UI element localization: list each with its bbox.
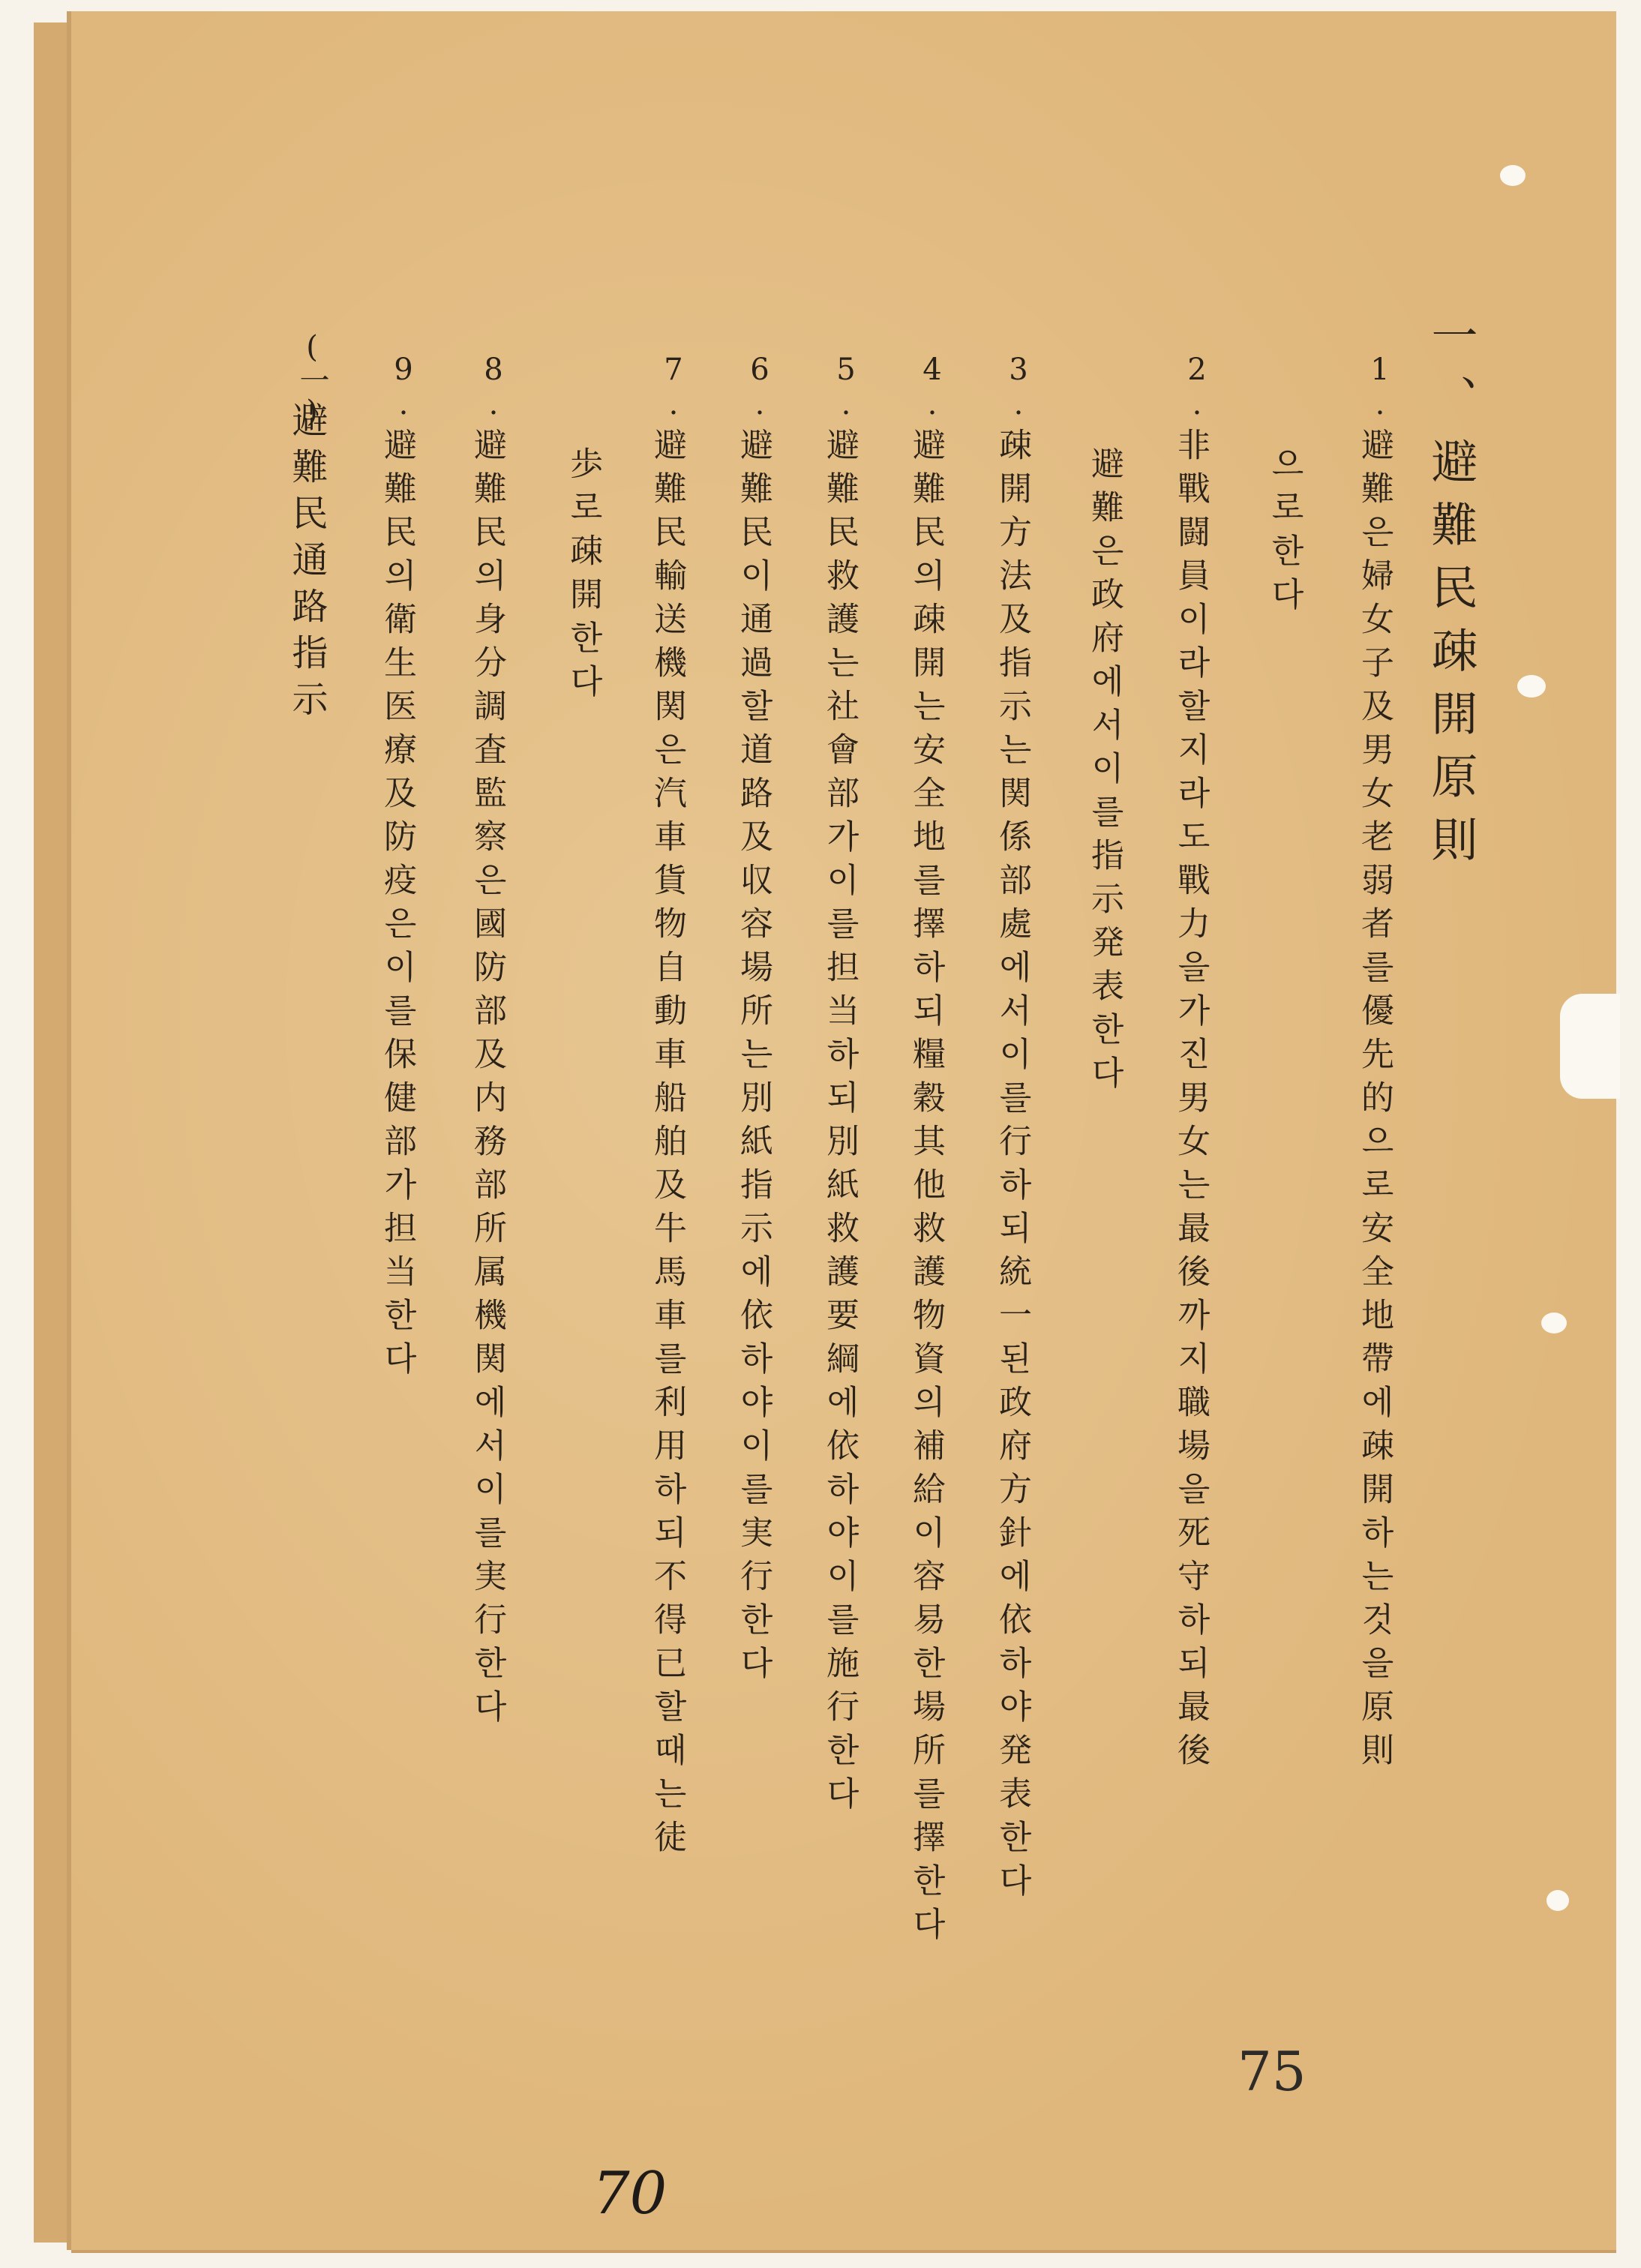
subsection-title: 避難民通路指示 xyxy=(286,401,328,727)
item-line: 避難은政府에서이를指示発表한다 xyxy=(1085,446,1124,1099)
item-line: 으로한다 xyxy=(1265,446,1304,620)
document-page xyxy=(71,11,1616,2250)
item-line: 疎開方法及指示는関係部處에서이를行하되統一된政府方針에依하야発表한다 xyxy=(993,428,1031,1906)
section-title: 避難民疎開原則 xyxy=(1424,437,1478,878)
item-line: 避難民의疎開는安全地를擇하되糧穀其他救護物資의補給이容易한場所를擇한다 xyxy=(907,428,945,1950)
item-line: 避難民救護는社會部가이를担当하되別紙救護要綱에依하야이를施行한다 xyxy=(820,428,859,1820)
item-line: 避難民의衛生医療及防疫은이를保健部가担当한다 xyxy=(378,428,416,1384)
punch-hole xyxy=(1546,1890,1569,1911)
item-line: 避難은婦女子及男女老弱者를優先的으로安全地帶에疎開하는것을原則 xyxy=(1355,428,1394,1776)
item-line: 避難民의身分調査監察은國防部及内務部所属機関에서이를実行한다 xyxy=(468,428,506,1732)
item-number: 3. xyxy=(1001,352,1036,422)
item-number: 2. xyxy=(1180,352,1214,422)
item-line: 避難民이通過할道路及収容場所는別紙指示에依하야이를実行한다 xyxy=(734,428,772,1689)
item-number: 4. xyxy=(915,352,950,422)
item-number: 1. xyxy=(1363,352,1397,422)
punch-hole xyxy=(1500,165,1526,186)
item-number: 8. xyxy=(476,352,511,422)
page-tear xyxy=(1560,994,1620,1099)
punch-hole xyxy=(1541,1312,1567,1334)
handwritten-page-number: 70 xyxy=(592,2160,668,2228)
item-number: 5. xyxy=(829,352,863,422)
item-line: 歩로疎開한다 xyxy=(564,446,602,707)
item-line: 非戰闘員이라할지라도戰力을가진男女는最後까지職場을死守하되最後 xyxy=(1172,428,1210,1776)
section-marker: 一、 xyxy=(1424,311,1478,437)
page-number: 75 xyxy=(1238,2040,1306,2103)
item-number: 6. xyxy=(742,352,777,422)
item-number: 9. xyxy=(386,352,421,422)
subsection-marker: (一) xyxy=(295,330,329,429)
punch-hole xyxy=(1517,675,1546,698)
item-number: 7. xyxy=(656,352,691,422)
item-line: 避難民輸送機関은汽車貨物自動車船舶及牛馬車를利用하되不得已할때는徒 xyxy=(648,428,686,1863)
section-heading xyxy=(1418,311,1484,878)
